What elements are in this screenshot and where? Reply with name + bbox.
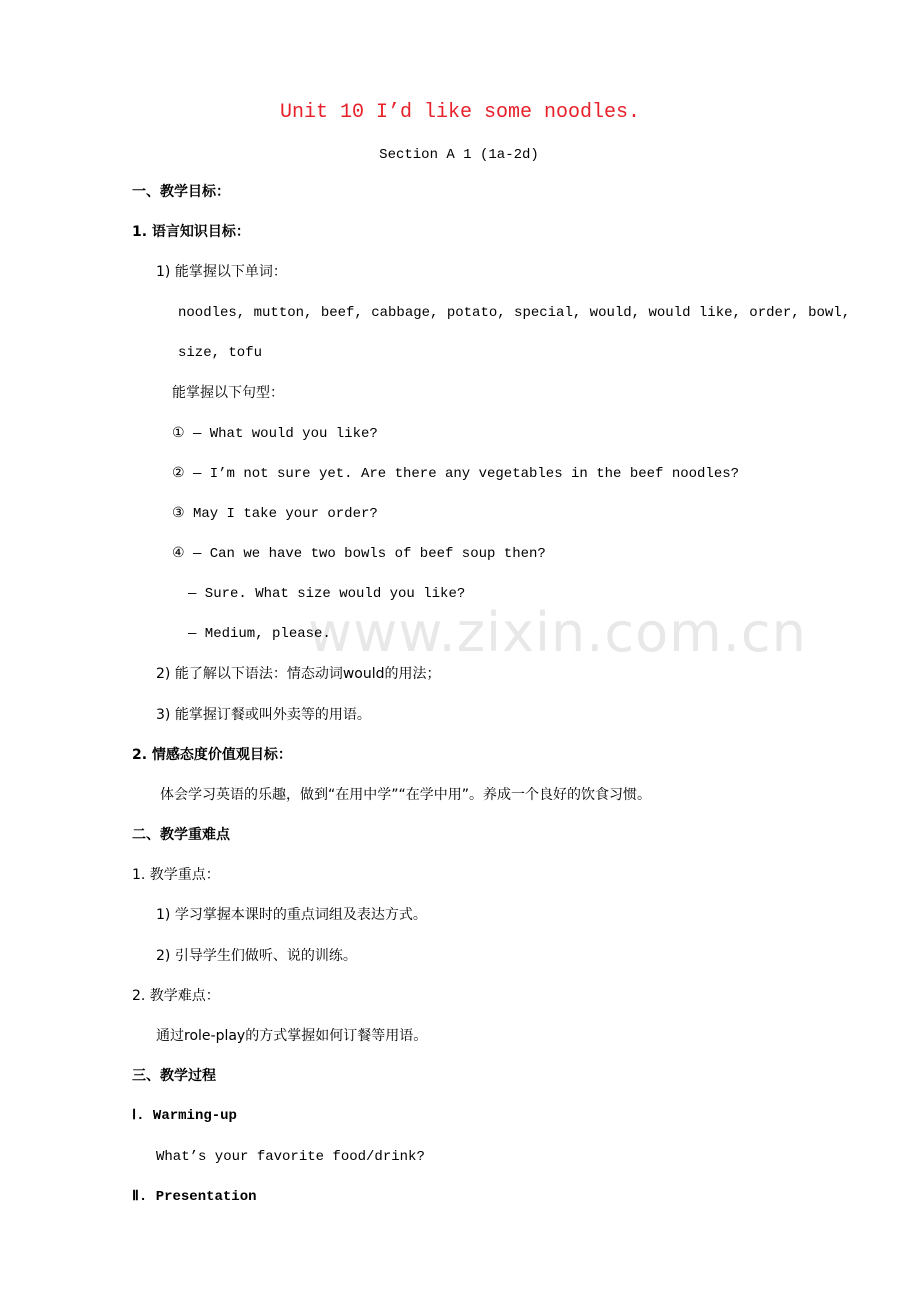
sentence-pattern-4-reply-1: — Sure. What size would you like? bbox=[188, 586, 466, 602]
sentence-pattern-1: ① — What would you like? bbox=[172, 426, 378, 442]
item-ordering-phrases: 3) 能掌握订餐或叫外卖等的用语。 bbox=[156, 707, 371, 723]
teaching-focus-item-2: 2) 引导学生们做听、说的训练。 bbox=[156, 948, 357, 964]
sentence-pattern-4: ④ — Can we have two bowls of beef soup then? bbox=[172, 546, 546, 562]
item-sentence-patterns: 能掌握以下句型： bbox=[172, 385, 284, 401]
step-warming-up: Ⅰ. Warming-up bbox=[132, 1108, 237, 1124]
section-heading-key-points: 二、教学重难点 bbox=[132, 827, 230, 843]
sentence-pattern-3: ③ May I take your order? bbox=[172, 506, 378, 522]
section-heading-objectives: 一、教学目标： bbox=[132, 184, 230, 200]
heading-emotional-goals: 2. 情感态度价值观目标： bbox=[132, 747, 292, 763]
section-heading-process: 三、教学过程 bbox=[132, 1068, 216, 1084]
step-presentation: Ⅱ. Presentation bbox=[132, 1189, 257, 1205]
watermark-text: www.zixin.com.cn bbox=[308, 601, 807, 664]
item-vocabulary: 1) 能掌握以下单词： bbox=[156, 264, 287, 280]
item-grammar: 2) 能了解以下语法：情态动词would的用法； bbox=[156, 666, 441, 682]
heading-teaching-focus: 1. 教学重点： bbox=[132, 867, 220, 883]
vocabulary-list-line-2: size, tofu bbox=[178, 345, 263, 361]
sentence-pattern-2: ② — I’m not sure yet. Are there any vegetables in the beef noodles? bbox=[172, 466, 740, 482]
emotional-goals-text: 体会学习英语的乐趣，做到“在用中学”“在学中用”。养成一个良好的饮食习惯。 bbox=[160, 787, 652, 803]
document-title: Unit 10 I’d like some noodles. bbox=[279, 101, 641, 124]
teaching-difficulty-text: 通过role-play的方式掌握如何订餐等用语。 bbox=[156, 1028, 428, 1044]
sentence-pattern-4-reply-2: — Medium, please. bbox=[188, 626, 331, 642]
vocabulary-list-line-1: noodles, mutton, beef, cabbage, potato, special, would, would like, order, bowl, bbox=[178, 305, 851, 321]
warming-up-question: What’s your favorite food/drink? bbox=[156, 1149, 425, 1165]
heading-language-knowledge: 1. 语言知识目标： bbox=[132, 224, 250, 240]
teaching-focus-item-1: 1) 学习掌握本课时的重点词组及表达方式。 bbox=[156, 907, 427, 923]
document-subtitle: Section A 1 (1a-2d) bbox=[379, 147, 539, 163]
heading-teaching-difficulty: 2. 教学难点： bbox=[132, 988, 220, 1004]
